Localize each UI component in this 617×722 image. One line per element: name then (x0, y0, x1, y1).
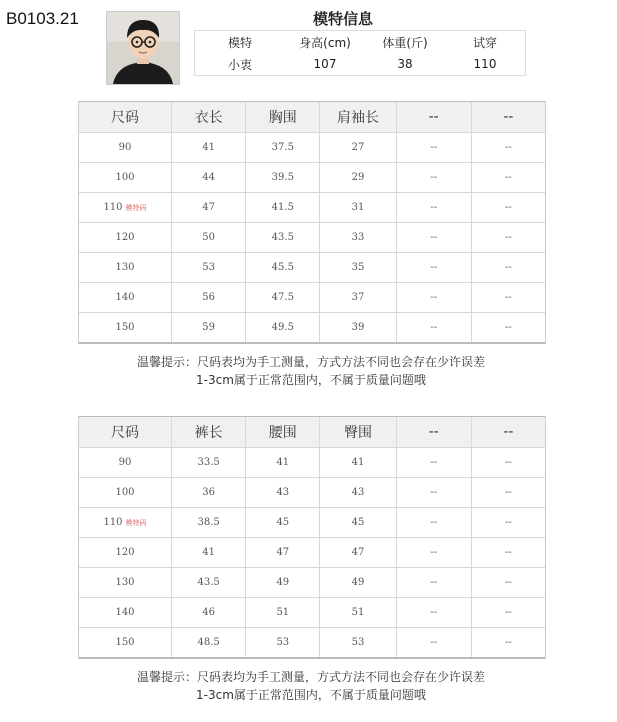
table-cell-value: 43.5 (197, 577, 220, 588)
table-cell (79, 223, 172, 252)
bottom-size-table (78, 416, 546, 659)
model-photo (106, 11, 180, 85)
table-cell-value: 140 (115, 607, 135, 618)
table-cell (320, 628, 396, 657)
table-row (79, 538, 545, 568)
table-cell-value: 37.5 (271, 142, 294, 153)
model-header-name: 模特 (227, 35, 252, 50)
table-cell-value: 47 (202, 202, 215, 213)
table-cell (79, 313, 172, 342)
table-cell-value: 53 (202, 262, 215, 273)
table-cell (246, 223, 320, 252)
table-header-cell: 肩袖长 (320, 102, 396, 132)
table-cell-value: 45.5 (271, 262, 294, 273)
table-cell (397, 628, 472, 657)
table-cell-value: 47 (276, 547, 290, 558)
model-value-name: 小衷 (227, 57, 252, 72)
table-cell (79, 163, 172, 192)
table-cell-value: 36 (202, 487, 215, 498)
table-cell-value: 50 (202, 232, 215, 243)
model-header-size: 试穿 (472, 35, 497, 50)
table-cell-value: -- (505, 292, 512, 303)
table-cell (320, 283, 396, 312)
product-code: B0103.21 (6, 9, 79, 28)
table-cell-value: 53 (276, 637, 290, 648)
table-cell-value: 130 (115, 577, 135, 588)
table-cell-value: 44 (202, 172, 215, 183)
table-cell (79, 283, 172, 312)
table-cell-value: 41.5 (271, 202, 294, 213)
table-cell-value: 48.5 (197, 637, 220, 648)
table-cell-value: 46 (202, 607, 215, 618)
table-cell-value: 51 (351, 607, 365, 618)
table-cell-value: 53 (351, 637, 365, 648)
top-size-table (78, 101, 546, 344)
table-cell (397, 313, 472, 342)
table-cell-value: -- (505, 487, 512, 498)
table-cell (397, 448, 472, 477)
model-info-header-row (195, 31, 525, 53)
note-line-1: 温馨提示：尺码表均为手工测量，方式方法不同也会存在少许误差 (136, 355, 485, 369)
table-cell-value: -- (430, 172, 438, 183)
table-cell (246, 478, 320, 507)
table-cell (246, 508, 320, 537)
table-cell (320, 538, 396, 567)
model-header-weight: 体重(斤) (382, 35, 428, 50)
table-cell-value: 49 (276, 577, 290, 588)
table-cell (246, 133, 320, 162)
table-cell (397, 283, 472, 312)
table-cell-value: -- (505, 547, 512, 558)
table-cell-value: 31 (351, 202, 365, 213)
table-cell (397, 163, 472, 192)
table-cell (397, 568, 472, 597)
table-cell (320, 313, 396, 342)
table-cell-value: 90 (118, 142, 132, 153)
table-row (79, 448, 545, 478)
table-cell (79, 598, 172, 627)
table-cell-value: 49.5 (271, 322, 294, 333)
table-cell-value: -- (505, 577, 512, 588)
table-cell (397, 253, 472, 282)
table-cell-value: 29 (351, 172, 365, 183)
model-size-tag: 模特码 (125, 518, 147, 527)
table-cell-value: 43.5 (271, 232, 294, 243)
table-row (79, 568, 545, 598)
table-cell (320, 133, 396, 162)
table-row (79, 628, 545, 659)
table-cell-value: -- (505, 637, 512, 648)
table-cell (472, 283, 545, 312)
table-cell (472, 448, 545, 477)
table-cell-value: 100 (115, 172, 135, 183)
table-cell (172, 598, 246, 627)
table-cell (172, 163, 246, 192)
table-cell-value: 45 (276, 517, 290, 528)
table-cell-value: -- (430, 637, 438, 648)
table-cell-value: 59 (202, 322, 215, 333)
table-cell-value: 90 (118, 457, 132, 468)
table-header-cell: -- (397, 102, 472, 132)
table-cell-value: 39 (351, 322, 365, 333)
model-value-weight: 38 (397, 57, 413, 71)
table-cell-value: 47 (351, 547, 365, 558)
table-cell-value: -- (505, 517, 512, 528)
table-cell-value: 49 (351, 577, 365, 588)
table-row (79, 193, 545, 223)
table-cell (246, 313, 320, 342)
table-cell-value: 27 (351, 142, 365, 153)
table-cell (79, 448, 172, 477)
table-cell (172, 223, 246, 252)
table-cell-value: 45 (351, 517, 365, 528)
table-cell (246, 598, 320, 627)
table-row (79, 133, 545, 163)
table-cell-value: 38.5 (197, 517, 220, 528)
table-cell (320, 478, 396, 507)
table-cell-value: 35 (351, 262, 365, 273)
table-cell (172, 628, 246, 657)
table-cell-value: 110 (103, 517, 123, 528)
table-cell (397, 508, 472, 537)
table-cell (320, 193, 396, 222)
table-cell-value: -- (430, 517, 438, 528)
note-line-2: 1-3cm属于正常范围内，不属于质量问题哦 (196, 688, 426, 702)
table-cell (246, 253, 320, 282)
table-cell (397, 598, 472, 627)
table-cell (397, 478, 472, 507)
table-header-cell: -- (397, 417, 472, 447)
table-cell (79, 253, 172, 282)
model-value-size: 110 (473, 57, 497, 71)
table-header-cell: 衣长 (172, 102, 246, 132)
table-row (79, 598, 545, 628)
table-cell-value: -- (430, 232, 438, 243)
table-cell (472, 478, 545, 507)
table-cell-value: -- (430, 547, 438, 558)
table-cell (172, 253, 246, 282)
table-cell-value: 150 (115, 637, 135, 648)
table-cell (79, 193, 172, 222)
table-cell (320, 448, 396, 477)
table-row (79, 313, 545, 344)
table-cell-value: -- (430, 607, 438, 618)
table-cell-value: -- (505, 172, 512, 183)
table-cell-value: -- (505, 232, 512, 243)
model-header-height: 身高(cm) (299, 35, 351, 50)
table-cell-value: -- (430, 577, 438, 588)
table-cell (472, 253, 545, 282)
table-cell (79, 133, 172, 162)
table-cell-value: 41 (202, 547, 215, 558)
table-cell (172, 283, 246, 312)
table-cell (472, 193, 545, 222)
table-cell (79, 628, 172, 657)
table-cell-value: 110 (103, 202, 123, 213)
table-cell-value: -- (505, 607, 512, 618)
bottom-size-note (78, 668, 544, 704)
table-cell-value: -- (430, 457, 438, 468)
note-line-1: 温馨提示：尺码表均为手工测量，方式方法不同也会存在少许误差 (136, 670, 485, 684)
table-cell-value: 140 (115, 292, 135, 303)
model-info-table (194, 30, 526, 76)
table-row (79, 508, 545, 538)
table-row (79, 163, 545, 193)
table-cell-value: -- (505, 322, 512, 333)
table-cell (472, 538, 545, 567)
table-cell-value: 120 (115, 232, 135, 243)
table-cell (397, 133, 472, 162)
table-cell (246, 283, 320, 312)
table-cell-value: -- (430, 292, 438, 303)
table-cell-value: 43 (351, 487, 365, 498)
table-header-cell: 胸围 (246, 102, 320, 132)
table-header-cell: 裤长 (172, 417, 246, 447)
table-cell (397, 193, 472, 222)
table-cell (320, 223, 396, 252)
table-cell (246, 193, 320, 222)
table-cell-value: -- (505, 202, 512, 213)
table-cell (79, 478, 172, 507)
table-cell-value: 150 (115, 322, 135, 333)
table-cell (79, 568, 172, 597)
table-cell (320, 568, 396, 597)
model-info-title: 模特信息 (312, 10, 373, 28)
model-photo-illustration (107, 12, 179, 84)
table-cell (79, 508, 172, 537)
table-header-row (79, 416, 545, 448)
table-cell-value: 130 (115, 262, 135, 273)
table-cell-value: 43 (276, 487, 290, 498)
table-cell-value: -- (430, 202, 438, 213)
table-cell (320, 508, 396, 537)
table-header-cell: -- (503, 109, 514, 125)
table-cell (472, 508, 545, 537)
table-cell (320, 253, 396, 282)
table-cell (472, 163, 545, 192)
table-cell (172, 313, 246, 342)
table-cell (172, 538, 246, 567)
table-cell-value: 33 (351, 232, 365, 243)
table-cell-value: 47.5 (271, 292, 294, 303)
table-cell-value: 100 (115, 487, 135, 498)
table-cell (320, 163, 396, 192)
table-cell (246, 448, 320, 477)
model-value-height: 107 (313, 57, 337, 71)
model-size-tag: 模特码 (125, 203, 147, 212)
table-cell (246, 628, 320, 657)
table-header-cell: -- (503, 424, 514, 440)
table-cell-value: -- (505, 142, 512, 153)
table-cell-value: -- (430, 487, 438, 498)
table-cell (172, 448, 246, 477)
table-cell (472, 568, 545, 597)
note-line-2: 1-3cm属于正常范围内，不属于质量问题哦 (196, 373, 426, 387)
table-cell-value: 41 (276, 457, 290, 468)
table-cell-value: -- (430, 322, 438, 333)
table-cell (472, 598, 545, 627)
table-cell (397, 223, 472, 252)
table-cell (320, 598, 396, 627)
table-cell (172, 133, 246, 162)
table-cell-value: 37 (351, 292, 365, 303)
table-cell (246, 538, 320, 567)
table-header-row (79, 101, 545, 133)
table-cell-value: -- (430, 262, 438, 273)
table-cell (172, 193, 246, 222)
table-cell-value: 51 (276, 607, 290, 618)
table-cell (397, 538, 472, 567)
table-cell-value: 33.5 (197, 457, 220, 468)
table-cell-value: 39.5 (271, 172, 294, 183)
model-info-value-row (195, 53, 525, 75)
table-cell (472, 133, 545, 162)
table-cell (79, 538, 172, 567)
table-cell (472, 628, 545, 657)
table-row (79, 478, 545, 508)
table-cell-value: -- (505, 457, 512, 468)
table-row (79, 253, 545, 283)
table-cell (472, 313, 545, 342)
table-cell-value: 120 (115, 547, 135, 558)
table-cell-value: -- (505, 262, 512, 273)
table-cell (172, 508, 246, 537)
table-row (79, 283, 545, 313)
table-cell-value: 41 (351, 457, 365, 468)
table-cell (246, 568, 320, 597)
table-cell-value: -- (430, 142, 438, 153)
table-row (79, 223, 545, 253)
table-cell (172, 478, 246, 507)
table-cell (172, 568, 246, 597)
table-cell-value: 41 (202, 142, 215, 153)
table-cell-value: 56 (202, 292, 215, 303)
table-header-cell: 臀围 (320, 417, 396, 447)
table-cell (246, 163, 320, 192)
top-size-note (78, 353, 544, 389)
table-header-cell: 腰围 (246, 417, 320, 447)
table-header-cell: 尺码 (79, 102, 172, 132)
table-header-cell: 尺码 (79, 417, 172, 447)
table-cell (472, 223, 545, 252)
